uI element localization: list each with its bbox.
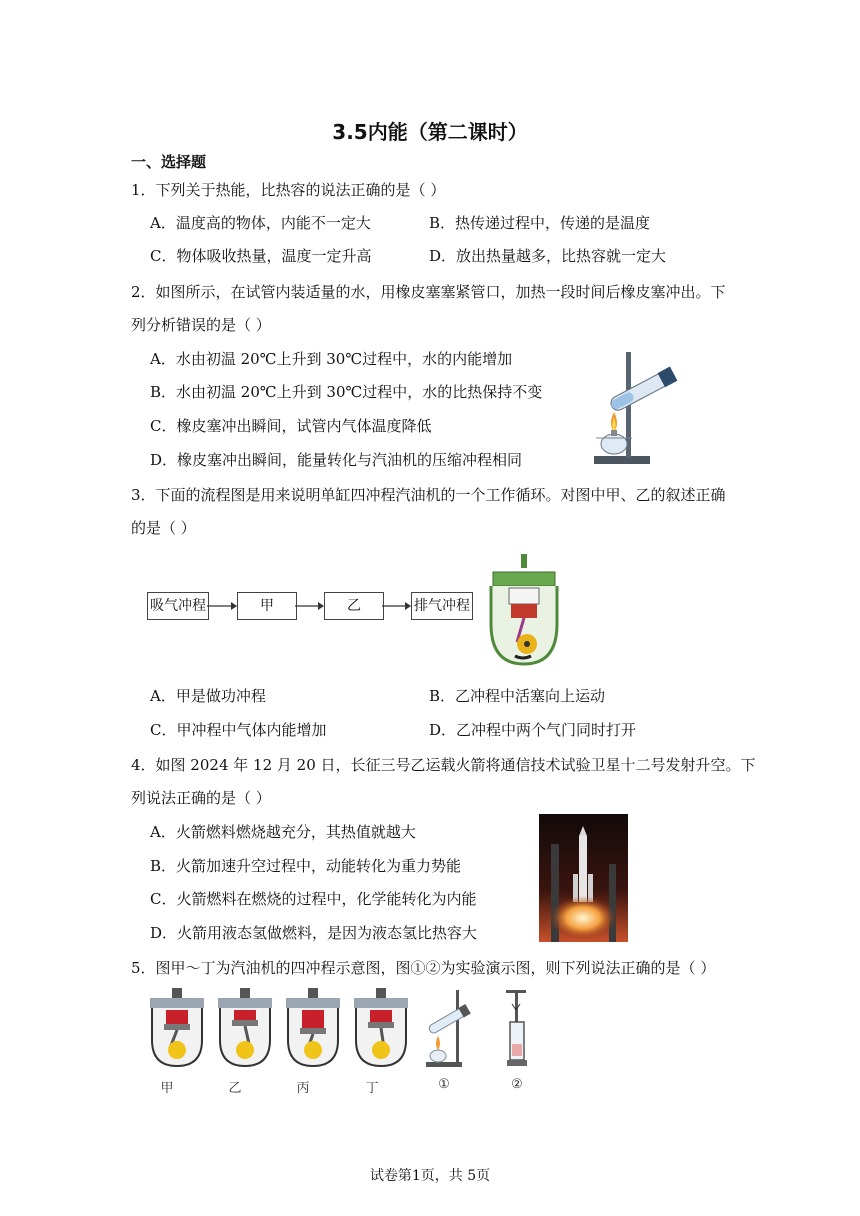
q2-option-d: D．橡皮塞冲出瞬间，能量转化与汽油机的压缩冲程相同 <box>150 451 523 469</box>
caption-jia: 甲 <box>160 1081 174 1096</box>
q5-stem: 5．图甲～丁为汽油机的四冲程示意图，图①②为实验演示图，则下列说法正确的是（ ） <box>131 959 716 977</box>
q2-stem-line1: 2．如图所示，在试管内装适量的水，用橡皮塞塞紧管口，加热一段时间后橡皮塞冲出。下 <box>131 283 726 301</box>
flow-box-exhaust: 排气冲程 <box>411 592 473 620</box>
engine-stroke-ding <box>350 986 412 1070</box>
q4-stem-line1: 4．如图 2024 年 12 月 20 日，长征三号乙运载火箭将通信技术试验卫星十二号发射升空。下 <box>131 756 756 774</box>
q4-option-c: C．火箭燃料在燃烧的过程中，化学能转化为内能 <box>150 890 477 908</box>
q3-stem-line1: 3．下面的流程图是用来说明单缸四冲程汽油机的一个工作循环。对图中甲、乙的叙述正确 <box>131 486 726 504</box>
q4-option-d: D．火箭用液态氢做燃料，是因为液态氢比热容大 <box>150 924 478 942</box>
page-footer: 试卷第1页，共 5页 <box>369 1168 491 1184</box>
engine-stroke-jia <box>146 986 208 1070</box>
caption-yi: 乙 <box>228 1081 242 1096</box>
q2-option-c: C．橡皮塞冲出瞬间，试管内气体温度降低 <box>150 417 432 435</box>
caption-2: ② <box>511 1077 523 1092</box>
q3-stem-line2: 的是（ ） <box>131 519 196 537</box>
q4-stem-line2: 列说法正确的是（ ） <box>131 789 271 807</box>
caption-ding: 丁 <box>365 1081 379 1096</box>
q4-option-b: B．火箭加速升空过程中，动能转化为重力势能 <box>150 857 462 875</box>
flow-box-intake: 吸气冲程 <box>147 592 209 620</box>
engine-stroke-bing <box>282 986 344 1070</box>
q3-option-a: A．甲是做功冲程 <box>150 687 266 705</box>
q1-option-a: A．温度高的物体，内能不一定大 <box>150 214 371 232</box>
q4-option-a: A．火箭燃料燃烧越充分，其热值就越大 <box>150 823 416 841</box>
q3-option-d: D．乙冲程中两个气门同时打开 <box>429 721 637 739</box>
engine-stroke-yi <box>214 986 276 1070</box>
q1-option-b: B．热传递过程中，传递的是温度 <box>429 214 651 232</box>
q3-option-c: C．甲冲程中气体内能增加 <box>150 721 327 739</box>
experiment-1-figure <box>420 986 476 1070</box>
caption-1: ① <box>438 1077 450 1092</box>
caption-bing: 丙 <box>296 1081 310 1096</box>
page-title: 3.5内能（第二课时） <box>332 120 528 144</box>
q2-option-a: A．水由初温 20℃上升到 30℃过程中，水的内能增加 <box>150 350 513 368</box>
section-heading: 一、选择题 <box>131 153 207 171</box>
q1-option-d: D．放出热量越多，比热容就一定大 <box>429 247 667 265</box>
flow-box-yi: 乙 <box>324 592 384 620</box>
flow-arrows <box>207 598 473 614</box>
q1-stem: 1．下列关于热能，比热容的说法正确的是（ ） <box>131 181 446 199</box>
experiment-2-figure <box>500 986 534 1070</box>
q1-option-c: C．物体吸收热量，温度一定升高 <box>150 247 372 265</box>
q2-stem-line2: 列分析错误的是（ ） <box>131 316 271 334</box>
test-tube-heating-figure <box>590 350 690 468</box>
q3-option-b: B．乙冲程中活塞向上运动 <box>429 687 606 705</box>
flow-box-jia: 甲 <box>237 592 297 620</box>
engine-diagram <box>485 552 563 668</box>
rocket-launch-photo <box>539 814 628 942</box>
q2-option-b: B．水由初温 20℃上升到 30℃过程中，水的比热保持不变 <box>150 383 543 401</box>
